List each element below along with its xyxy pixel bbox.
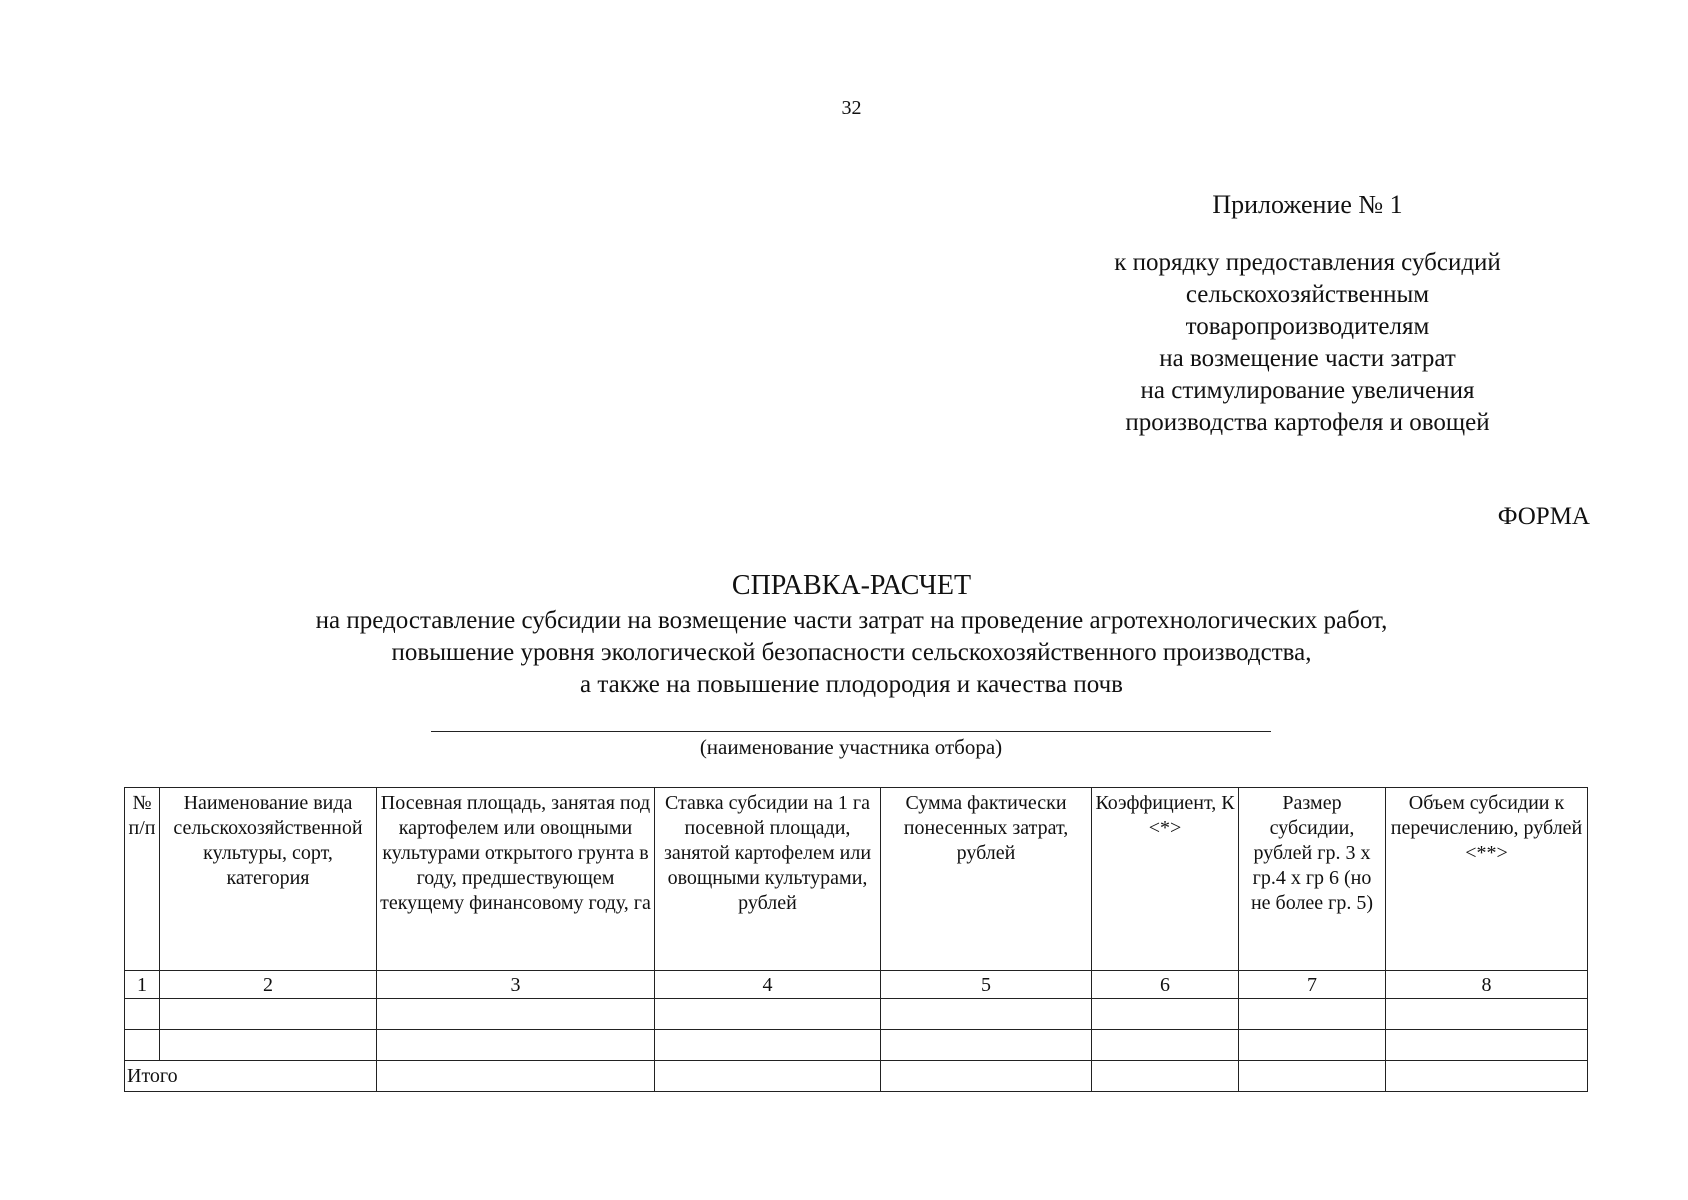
appendix-line: сельскохозяйственным <box>1185 281 1430 308</box>
header-cell-subsidy-rate: Ставка субсидии на 1 га посевной площади, занятой картофелем или овощными культурами, рублей <box>655 788 881 971</box>
table-cell[interactable] <box>160 999 377 1030</box>
document-title: СПРАВКА-РАСЧЕТ <box>731 570 972 601</box>
page-number: 32 <box>841 97 862 119</box>
column-number: 3 <box>377 971 655 999</box>
appendix-line: на возмещение части затрат <box>1159 345 1456 372</box>
appendix-line: на стимулирование увеличения <box>1140 377 1475 404</box>
header-cell-crop-name: Наименование вида сельскохозяйственной культуры, сорт, категория <box>160 788 377 971</box>
total-cell[interactable] <box>1092 1061 1239 1092</box>
column-number: 1 <box>125 971 160 999</box>
header-cell-transfer-volume: Объем субсидии к перечислению, рублей <**> <box>1386 788 1588 971</box>
appendix-line: товаропроизводителям <box>1185 313 1430 340</box>
subtitle-line: а также на повышение плодородия и качества почв <box>580 671 1123 698</box>
participant-name-line[interactable] <box>431 731 1271 732</box>
table-cell[interactable] <box>881 999 1092 1030</box>
table-cell[interactable] <box>377 1030 655 1061</box>
header-cell-subsidy-size: Размер субсидии, рублей гр. 3 х гр.4 х гр 6 (но не более гр. 5) <box>1239 788 1386 971</box>
table-cell[interactable] <box>655 999 881 1030</box>
document-subtitle <box>0 605 1688 701</box>
appendix-line: к порядку предоставления субсидий <box>1114 249 1501 276</box>
column-number: 4 <box>655 971 881 999</box>
total-cell[interactable] <box>1239 1061 1386 1092</box>
table-cell[interactable] <box>125 999 160 1030</box>
appendix-line: производства картофеля и овощей <box>1125 409 1490 436</box>
table-cell[interactable] <box>160 1030 377 1061</box>
table-cell[interactable] <box>1239 1030 1386 1061</box>
header-cell-number: № п/п <box>125 788 160 971</box>
subtitle-line: на предоставление субсидии на возмещение части затрат на проведение агротехнологических работ, <box>315 607 1388 634</box>
column-number: 6 <box>1092 971 1239 999</box>
column-number: 8 <box>1386 971 1588 999</box>
total-cell[interactable] <box>1386 1061 1588 1092</box>
subtitle-line: повышение уровня экологической безопасности сельскохозяйственного производства, <box>391 639 1312 666</box>
table-cell[interactable] <box>1092 1030 1239 1061</box>
table-cell[interactable] <box>1386 999 1588 1030</box>
column-number: 2 <box>160 971 377 999</box>
table-header-row <box>125 788 1588 971</box>
total-label: Итого <box>125 1061 377 1092</box>
table-cell[interactable] <box>655 1030 881 1061</box>
table-cell[interactable] <box>377 999 655 1030</box>
total-cell[interactable] <box>655 1061 881 1092</box>
appendix-reference <box>1000 247 1615 439</box>
total-row <box>125 1061 1588 1092</box>
calculation-table <box>124 787 1588 1092</box>
table-cell[interactable] <box>1386 1030 1588 1061</box>
column-number: 7 <box>1239 971 1386 999</box>
column-number: 5 <box>881 971 1092 999</box>
table-row <box>125 1030 1588 1061</box>
total-cell[interactable] <box>881 1061 1092 1092</box>
table-cell[interactable] <box>1092 999 1239 1030</box>
column-number-row <box>125 971 1588 999</box>
header-cell-actual-costs: Сумма фактически понесенных затрат, рублей <box>881 788 1092 971</box>
appendix-title: Приложение № 1 <box>1212 190 1403 219</box>
table-row <box>125 999 1588 1030</box>
header-cell-sown-area: Посевная площадь, занятая под картофелем или овощными культурами открытого грунта в году, предшествующем текущему финансовому году, га <box>377 788 655 971</box>
table-cell[interactable] <box>125 1030 160 1061</box>
total-cell[interactable] <box>377 1061 655 1092</box>
form-label: ФОРМА <box>1497 503 1590 530</box>
table-cell[interactable] <box>1239 999 1386 1030</box>
header-cell-coefficient: Коэффициент, К <*> <box>1092 788 1239 971</box>
participant-name-caption: (наименование участника отбора) <box>699 735 1003 759</box>
table-cell[interactable] <box>881 1030 1092 1061</box>
